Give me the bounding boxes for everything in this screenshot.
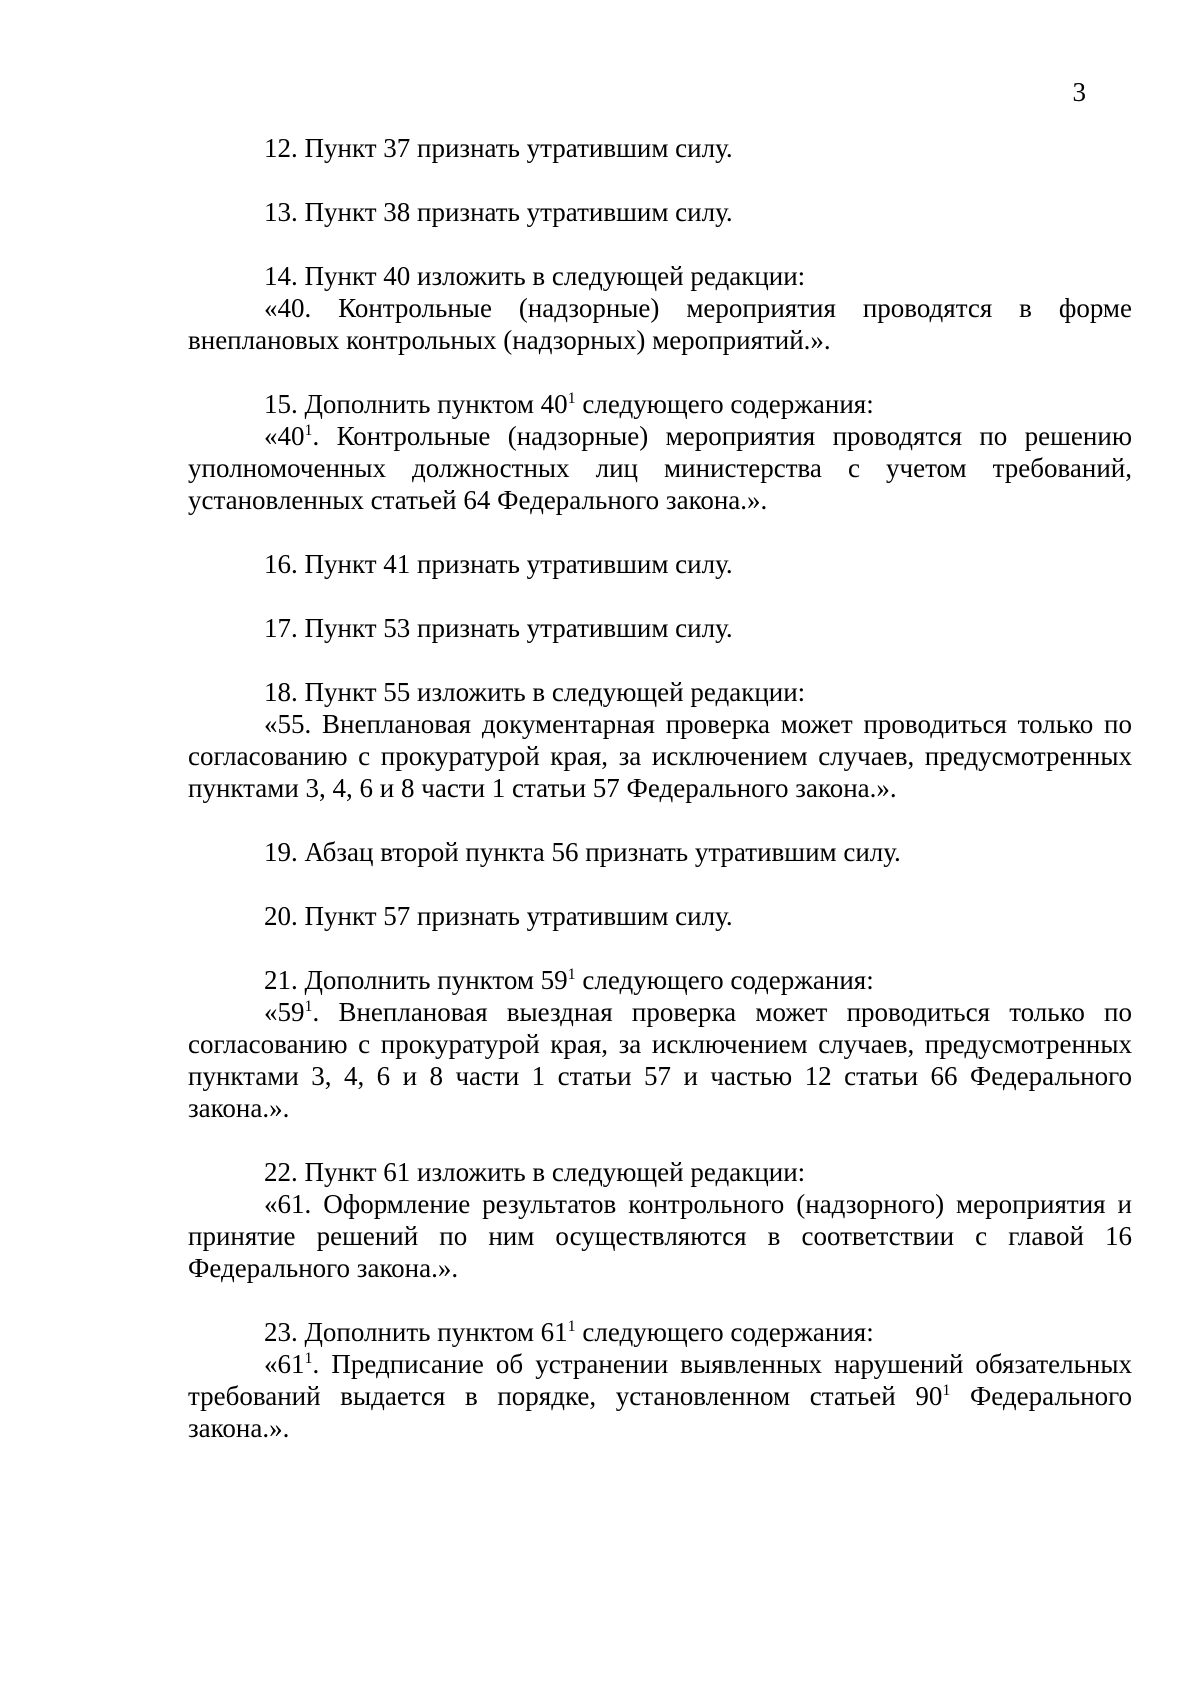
amendment-item-23 [188,1316,1132,1444]
amendment-item-13 [188,196,1132,228]
amendment-heading [188,612,1132,644]
superscript: 1 [567,1318,576,1335]
text-run: 15. Дополнить пунктом 40 [264,389,568,419]
amendment-heading [188,260,1132,292]
text-run: следующего содержания: [575,1317,874,1347]
superscript: 1 [942,1382,951,1399]
amendment-quoted-text [188,996,1132,1124]
amendment-quoted-text [188,1348,1132,1444]
text-run: «61 [264,1349,305,1379]
text-run: «40. Контрольные (надзорные) мероприятия проводятся в форме внеплановых контрольных (надзорных) мероприятий.». [188,293,1132,355]
text-run: 14. Пункт 40 изложить в следующей редакции: [264,261,806,291]
text-run: 16. Пункт 41 признать утратившим силу. [264,549,733,579]
amendment-quoted-text [188,292,1132,356]
amendment-item-17 [188,612,1132,644]
amendment-heading [188,1316,1132,1348]
superscript: 1 [304,998,313,1015]
text-run: 22. Пункт 61 изложить в следующей редакции: [264,1157,806,1187]
amendment-heading [188,388,1132,420]
superscript: 1 [567,966,576,983]
amendment-heading [188,132,1132,164]
text-run: Федерального закона.». [188,1381,1132,1443]
text-run: «55. Внеплановая документарная проверка может проводиться только по согласованию с прокуратурой края, за исключением случаев, предусмотренных пунктами 3, 4, 6 и 8 части 1 статьи 57 Федерального закона.». [188,709,1132,803]
text-run: 21. Дополнить пунктом 59 [264,965,568,995]
amendment-quoted-text [188,420,1132,516]
text-run: «59 [264,997,305,1027]
amendment-heading [188,900,1132,932]
page-number: 3 [1072,77,1086,107]
amendment-heading [188,548,1132,580]
amendment-item-16 [188,548,1132,580]
amendment-item-20 [188,900,1132,932]
document-body [188,132,1132,1476]
amendment-heading [188,836,1132,868]
amendment-item-21 [188,964,1132,1124]
text-run: «61. Оформление результатов контрольного (надзорного) мероприятия и принятие решений по ним осуществляются в соответствии с главой 16 Федерального закона.». [188,1189,1132,1283]
text-run: . Внеплановая выездная проверка может проводиться только по согласованию с прокуратурой края, за исключением случаев, предусмотренных пунктами 3, 4, 6 и 8 части 1 статьи 57 и частью 12 статьи 66 Федерального закона.». [188,997,1132,1123]
amendment-item-14 [188,260,1132,356]
text-run: 23. Дополнить пунктом 61 [264,1317,568,1347]
text-run: 12. Пункт 37 признать утратившим силу. [264,133,733,163]
amendment-item-18 [188,676,1132,804]
text-run: 20. Пункт 57 признать утратившим силу. [264,901,733,931]
amendment-item-22 [188,1156,1132,1284]
amendment-heading [188,964,1132,996]
amendment-item-12 [188,132,1132,164]
superscript: 1 [567,390,576,407]
text-run: 13. Пункт 38 признать утратившим силу. [264,197,733,227]
superscript: 1 [304,1350,313,1367]
amendment-heading [188,1156,1132,1188]
text-run: 18. Пункт 55 изложить в следующей редакции: [264,677,806,707]
amendment-quoted-text [188,708,1132,804]
amendment-item-15 [188,388,1132,516]
amendment-quoted-text [188,1188,1132,1284]
amendment-heading [188,196,1132,228]
text-run: . Предписание об устранении выявленных нарушений обязательных требований выдается в порядке, установленном статьей 90 [188,1349,1132,1411]
amendment-heading [188,676,1132,708]
text-run: следующего содержания: [575,389,874,419]
text-run: следующего содержания: [575,965,874,995]
text-run: «40 [264,421,305,451]
amendment-item-19 [188,836,1132,868]
text-run: . Контрольные (надзорные) мероприятия проводятся по решению уполномоченных должностных лиц министерства с учетом требований, установленных статьей 64 Федерального закона.». [188,421,1132,515]
text-run: 17. Пункт 53 признать утратившим силу. [264,613,733,643]
text-run: 19. Абзац второй пункта 56 признать утратившим силу. [264,837,901,867]
superscript: 1 [304,422,313,439]
